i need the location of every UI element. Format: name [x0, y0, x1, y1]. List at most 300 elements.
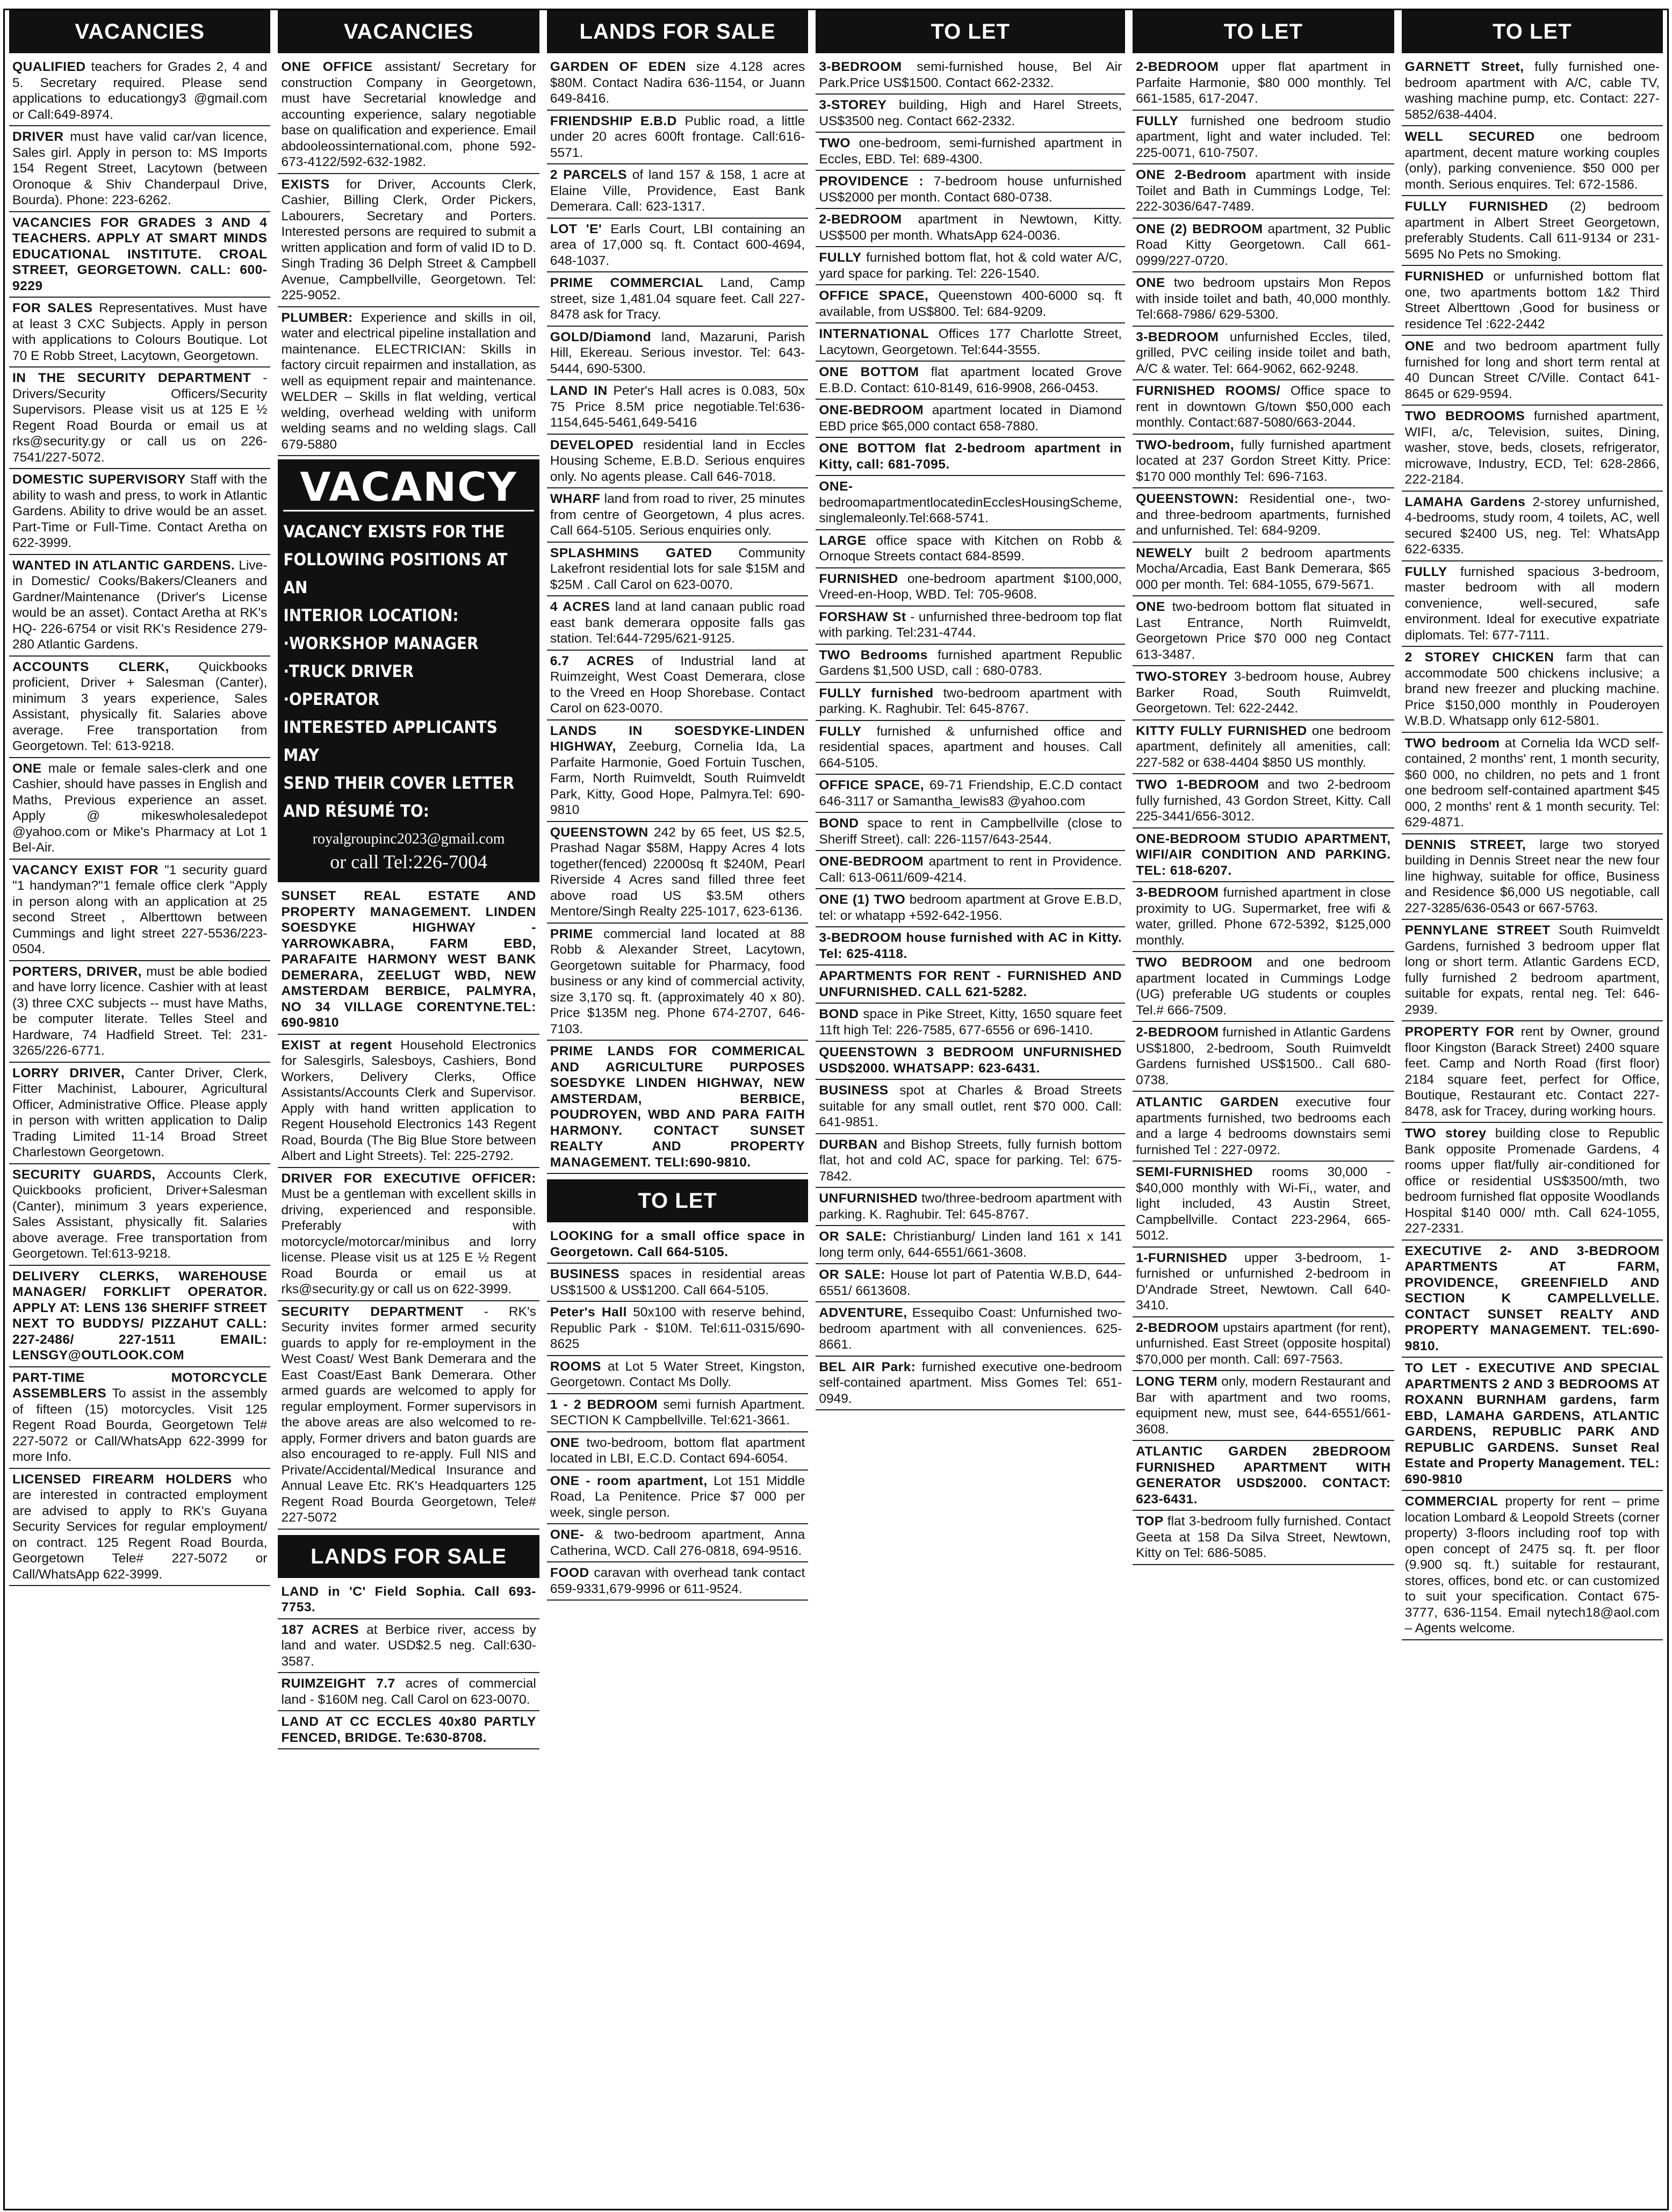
ad-body: one bedroom apartment, decent mature working couples (only), parking convenience. $50 000 per month. Serious enquires. Tel: 672-1586.	[1404, 129, 1660, 192]
ad-lead: 2-BEDROOM	[1136, 1320, 1219, 1335]
ad-body: upper flat apartment in Parfaite Harmonie, $80 000 monthly. Tel 661-1585, 617-2047.	[1136, 60, 1391, 106]
classified-ad	[9, 657, 270, 758]
ad-body: male or female sales-clerk and one Cashier, should have passes in English and Maths, Previous experience an asset. Apply @ mikeswholesaledepot @yahoo.com or Mike's Pharmacy at Lot 1 Bel-Air.	[12, 761, 268, 855]
ad-body: space to rent in Campbellville (close to Sheriff Street). call: 226-1157/643-2544.	[819, 816, 1122, 847]
classified-ad	[816, 476, 1125, 530]
ad-lead: TWO-bedroom,	[1136, 437, 1235, 452]
ad-body: Peter's Hall acres is 0.083, 50x 75 Price 8.5M price negotiable.Tel:636-1154,645-5461,649-5416	[550, 384, 805, 430]
ad-body: of Industrial land at Ruimzeight, West Coast Demerara, close to the Vreed en Hoop Shorebase. Contact Carol on 623-0070.	[550, 653, 805, 716]
ad-body: & two-bedroom apartment, Anna Catherina, WCD. Call 276-0818, 694-9516.	[550, 1527, 805, 1558]
ad-body: bedroom apartment at Grove E.B.D, tel: or whatapp +592-642-1956.	[819, 892, 1122, 923]
classified-ad	[816, 683, 1125, 721]
ad-body: Residential one-, two- and three-bedroom apartments, furnished and unfurnished. Tel: 684-9209.	[1136, 492, 1391, 538]
ad-lead: LARGE	[819, 533, 867, 548]
ad-body: Representatives. Must have at least 3 CXC Subjects. Apply in person with applications to Colours Boutique. Lot 70 E Robb Street, Lacytown, Georgetown.	[12, 301, 268, 363]
classified-ad	[816, 323, 1125, 362]
ad-lead: FURNISHED	[819, 571, 898, 586]
ad-body: spaces in residential areas US$1500 & US$1200. Call 664-5105.	[550, 1267, 805, 1298]
ad-body: residential land in Eccles Housing Scheme, E.B.D. Serious enquires only. No agents please. Call 646-7018.	[550, 437, 805, 484]
ad-lead: ONE-BEDROOM	[819, 403, 924, 417]
classified-ad	[816, 1188, 1125, 1226]
classified-ad	[1133, 327, 1394, 381]
ad-lead: WHARF	[550, 492, 601, 506]
classified-ad	[1402, 647, 1663, 733]
classified-ad	[1402, 266, 1663, 336]
ad-body: fully furnished one-bedroom apartment with A/C, cable TV, washing machine pump, etc. Contact: 227-5852/638-4404.	[1404, 60, 1660, 122]
classified-ad	[1133, 488, 1394, 543]
ad-body: one bedroom apartment, definitely all amenities, call: 227-582 or 638-4404 $850 US monthly.	[1136, 723, 1391, 770]
classified-ad	[278, 1035, 539, 1168]
classified-ad	[816, 530, 1125, 568]
ad-body: Offices 177 Charlotte Street, Lacytown, Georgetown. Tel:644-3555.	[819, 327, 1122, 357]
ad-lead: COMMERCIAL	[1404, 1494, 1498, 1509]
ad-body: 242 by 65 feet, US $2.5, Prashad Nagar $58M, Happy Acres 4 lots together(fenced) 22000sq ft $240M, Pearl Riverside 4 Acres sand filled three feet above road US $3.5M others Mentore/Singh Realty 225-1017, 623-6136.	[550, 825, 805, 919]
ad-body: caravan with overhead tank contact 659-9331,679-9996 or 611-9524.	[550, 1566, 805, 1596]
classified-ad	[547, 1471, 808, 1525]
ad-body: at Cornelia Ida WCD self-contained, 2 months' rent, 1 month security, $60 000, no children, no pets and 1 front one bedroom self-contained apartment $45 000, 2 months' rent & 1 month security. Tel: 629-4871.	[1404, 736, 1660, 830]
ad-lead: 3-STOREY	[819, 98, 887, 112]
ad-body: Zeeburg, Cornelia Ida, La Parfaite Harmonie, Goed Fortuin Tuschen, Farm, North Ruimveldt, South Ruimveldt Park, Kitty, Good Hope, Palmyra.Tel: 690-9810	[550, 739, 805, 817]
ad-lead: LOOKING for a small office space in Georgetown. Call 664-5105.	[550, 1229, 805, 1259]
vacancy-line: VACANCY EXISTS FOR THE	[283, 522, 505, 542]
classified-ad	[1133, 1248, 1394, 1317]
column-6	[1402, 10, 1663, 2209]
ad-lead: QUEENSTOWN:	[1136, 492, 1239, 506]
ad-lead: TWO bedroom	[1404, 736, 1500, 751]
ad-lead: DRIVER FOR EXECUTIVE OFFICER:	[281, 1171, 536, 1186]
classified-ad	[1402, 492, 1663, 561]
ad-lead: GOLD/Diamond	[550, 329, 652, 344]
ad-body: acres of commercial land - $160M neg. Call Carol on 623-0070.	[281, 1676, 536, 1707]
ad-body: furnished spacious 3-bedroom, master bedroom with all modern convenience, well-secured, safe environment. Ideal for executive expatriate diplomats. Tel: 677-7111.	[1404, 564, 1660, 643]
section-header: VACANCIES	[278, 10, 539, 53]
classified-ad	[816, 1226, 1125, 1264]
classified-ad	[9, 1469, 270, 1587]
classified-ad	[1133, 666, 1394, 720]
ad-body: flat apartment located Grove E.B.D. Contact: 610-8149, 616-9908, 266-0453.	[819, 365, 1122, 395]
classified-ad	[9, 298, 270, 368]
ad-body: Live-in Domestic/ Cooks/Bakers/Cleaners and Gardner/Maintenance (Driver's License would be an asset). Contact Aretha at RK's HQ- 226-6754 or visit RK's Residence 279-280 Atlantic Gardens.	[12, 558, 268, 652]
classified-ad	[1133, 1092, 1394, 1162]
ad-body: Staff with the ability to wash and press, to work in Atlantic Gardens. Ability to drive would be an asset. Part-Time or Full-Time. Contact Aretha on 622-3999.	[12, 472, 268, 550]
ad-lead: ONE 2-Bedroom	[1136, 168, 1246, 182]
ad-lead: SUNSET REAL ESTATE AND PROPERTY MANAGEMENT. LINDEN SOESDYKE HIGHWAY - YARROWKABRA, FARM EBD, PARAFAITE HARMONY WEST BANK DEMERARA, ZEELUGT WBD, NEW AMSTERDAM BERBICE, PALMYRA, NO 34 VILLAGE CORENTYNE.TEL: 690-9810	[281, 889, 536, 1030]
ad-lead: FULLY	[819, 724, 862, 739]
ad-lead: BUSINESS	[819, 1083, 889, 1098]
vacancy-line: ·TRUCK DRIVER	[283, 662, 414, 681]
ad-lead: TWO Bedrooms	[819, 647, 928, 662]
column-3	[547, 10, 808, 2209]
ad-body: furnished apartment in close proximity to UG. Supermarket, free wifi & water, grilled. Phone 672-5392, $125,000 monthly.	[1136, 885, 1391, 948]
ad-body: apartment in Newtown, Kitty. US$500 per month. WhatsApp 624-0036.	[819, 212, 1122, 243]
ad-body: Land, Camp street, size 1,481.04 square feet. Call 227-8478 ask for Tracy.	[550, 276, 805, 322]
ad-body: must be able bodied and have lorry licence. Cashier with at least (3) three CXC subjects -- must have Maths, be computer literate. Telles Steel and Hardware, 74 Hadfield Street. Tel: 231-3265/226-6771.	[12, 964, 268, 1058]
ad-body: "1 security guard "1 handyman?"1 female office clerk "Apply in person along with an application at 25 second Street , Alberttown between Cummings and light street 227-5536/223-0504.	[12, 862, 268, 956]
classified-ad	[1133, 1371, 1394, 1441]
classified-ad	[1133, 720, 1394, 775]
vacancy-title: VACANCY	[283, 465, 534, 511]
ad-lead: TWO BEDROOMS	[1404, 409, 1525, 423]
section-header: LANDS FOR SALE	[547, 10, 808, 53]
classified-ad	[547, 1264, 808, 1302]
classified-ad	[816, 889, 1125, 927]
ad-lead: ONE	[1136, 276, 1165, 290]
ad-body: rooms 30,000 - $40,000 monthly with Wi-Fi,, water, and light included, 43 Austin Street, Campbellville. Contact 223-2964, 665-5012.	[1136, 1165, 1391, 1243]
ad-body: at Lot 5 Water Street, Kingston, Georgetown. Contact Ms Dolly.	[550, 1359, 805, 1389]
classified-ad	[1402, 920, 1663, 1021]
ad-body: upstairs apartment (for rent), unfurnished. East Street (opposite hospital) $70,000 per month. Call: 697-7563.	[1136, 1320, 1391, 1367]
ad-lead: BEL AIR Park:	[819, 1359, 916, 1374]
classified-ad	[816, 1357, 1125, 1411]
ad-body: and one bedroom apartment located in Cummings Lodge (UG) preferable UG students or couples Tel.# 666-7509.	[1136, 955, 1391, 1018]
ad-lead: ONE - room apartment,	[550, 1473, 708, 1488]
ad-lead: 2-BEDROOM	[1136, 60, 1219, 74]
section-header: LANDS FOR SALE	[278, 1535, 539, 1578]
classified-ad	[816, 56, 1125, 95]
classified-ad	[816, 1004, 1125, 1042]
ad-lead: OR SALE:	[819, 1267, 885, 1282]
classified-ad	[816, 171, 1125, 209]
ad-body: unfurnished Eccles, tiled, grilled, PVC ceiling inside toilet and bath, A/C & water. Tel: 664-9062, 662-9248.	[1136, 329, 1391, 376]
ad-lead: FURNISHED ROOMS/	[1136, 384, 1281, 398]
classified-ad	[547, 1226, 808, 1264]
ad-body: Household Electronics for Salesgirls, Salesboys, Cashiers, Bond Workers, Delivery Clerks, Office Assistants/Accounts Clerk and Supervisor. Apply with hand written application to Regent Household Electronics 143 Regent Road, Bourda (The Big Blue Store between Albert and Light Streets). Tel: 225-2792.	[281, 1037, 536, 1163]
ad-lead: EXECUTIVE 2- AND 3-BEDROOM APARTMENTS AT FARM, PROVIDENCE, GREENFIELD AND SECTION K CAMPELLVELLE. CONTACT SUNSET REALTY AND PROPERTY MANAGEMENT. TEL:690-9810.	[1404, 1243, 1660, 1353]
ad-lead: BOND	[819, 816, 859, 831]
classified-ad	[9, 1266, 270, 1367]
classified-ad	[1402, 1358, 1663, 1491]
classified-ad	[278, 56, 539, 174]
ad-body: farm that can accommodate 500 chickens inclusive; a brand new freezer and plucking machine. Price $150,000 monthly in Pouderoyen W.B.D. Whatsapp only 612-5801.	[1404, 650, 1660, 728]
section-header: TO LET	[1402, 10, 1663, 53]
ad-lead: 3-BEDROOM	[1136, 885, 1219, 900]
ad-body: building, High and Harel Streets, US$3500 neg. Contact 662-2332.	[819, 98, 1122, 128]
ad-lead: WELL SECURED	[1404, 129, 1535, 144]
classified-ad	[9, 212, 270, 298]
ad-lead: ONE (2) BEDROOM	[1136, 221, 1263, 236]
vacancy-line: INTERIOR LOCATION:	[283, 606, 459, 625]
ad-body: Lot 151 Middle Road, La Penitence. Price $7 000 per week, single person.	[550, 1473, 805, 1520]
ad-body: apartment, 32 Public Road Kitty Georgetown. Call 661-0999/227-0720.	[1136, 221, 1391, 268]
ad-body: and Bishop Streets, fully furnish bottom flat, hot and cold AC, space for parking. Tel: 675-7842.	[819, 1137, 1122, 1184]
ad-lead: PENNYLANE STREET	[1404, 923, 1551, 938]
classified-ad	[9, 860, 270, 961]
ad-body: upper 3-bedroom, 1-furnished or unfurnished 2-bedroom in D'Andrade Street, Newtown. Call 640-3410.	[1136, 1250, 1391, 1313]
ad-body: furnished one bedroom studio apartment, light and water included. Tel: 225-0071, 610-7507.	[1136, 113, 1391, 160]
ad-body: must have valid car/van licence, Sales girl. Apply in person to: MS Imports 154 Regent Street, Lacytown (between Oronoque & Shiv Chanderpaul Drive, Bourda). Phone: 223-6262.	[12, 129, 268, 207]
ad-lead: 3-BEDROOM	[819, 60, 902, 74]
ad-lead: VACANCIES FOR GRADES 3 AND 4 TEACHERS. APPLY AT SMART MINDS EDUCATIONAL INSTITUTE. CROAL STREET, GEORGETOWN. CALL: 600-9229	[12, 215, 268, 293]
classified-ad	[816, 568, 1125, 607]
ad-lead: FOR SALES	[12, 301, 93, 315]
ad-lead: RUIMZEIGHT 7.7	[281, 1676, 395, 1691]
classified-ad	[9, 1367, 270, 1469]
classified-ad	[547, 924, 808, 1041]
classified-ad	[816, 966, 1125, 1004]
classified-ad	[547, 720, 808, 822]
ad-lead: PART-TIME MOTORCYCLE ASSEMBLERS	[12, 1370, 268, 1401]
classified-ad	[547, 1562, 808, 1601]
classified-ad	[547, 272, 808, 327]
classified-ad	[1402, 336, 1663, 406]
ad-lead: 2 STOREY CHICKEN	[1404, 650, 1554, 665]
classified-ad	[547, 596, 808, 651]
classified-ad	[816, 438, 1125, 476]
ad-lead: FULLY FURNISHED	[1404, 199, 1548, 214]
ad-body: one-bedroom, semi-furnished apartment in Eccles, EBD. Tel: 689-4300.	[819, 136, 1122, 167]
ad-lead: ONE	[1136, 600, 1165, 614]
ad-body: - Drivers/Security Officers/Security Supervisors. Please visit us at 125 E ½ Regent Road Bourda or email us at rks@security.gy or call us on 226-7541/227-5072.	[12, 371, 268, 465]
ad-body: 7-bedroom house unfurnished US$2000 per month. Contact 680-0738.	[819, 174, 1122, 205]
vacancy-line: ·OPERATOR	[283, 690, 380, 709]
ad-body: furnished in Atlantic Gardens US$1800, 2-bedroom, South Ruimveldt Gardens furnished US$1500.. Call 680-0738.	[1136, 1025, 1391, 1087]
ad-lead: ONE-BEDROOM STUDIO APARTMENT, WIFI/AIR CONDITION AND PARKING. TEL: 618-6207.	[1136, 831, 1391, 878]
classified-ad	[547, 1302, 808, 1356]
ad-body: 50x100 with reserve behind, Republic Park - $10M. Tel:611-0315/690-8625	[550, 1305, 805, 1351]
classified-ad	[816, 851, 1125, 889]
ad-lead: ONE OFFICE	[281, 60, 373, 74]
classified-ad	[816, 721, 1125, 775]
ad-body: furnished & unfurnished office and residential spaces, apartment and houses. Call 664-5105.	[819, 724, 1122, 770]
ad-body: executive four apartments furnished, two bedrooms each and a large 4 bedrooms downstairs semi furnished Tel : 227-0972.	[1136, 1095, 1391, 1157]
ad-lead: ACCOUNTS CLERK,	[12, 659, 169, 674]
ad-lead: DEVELOPED	[550, 437, 634, 452]
classified-ad	[547, 327, 808, 381]
ad-lead: 2-BEDROOM	[1136, 1025, 1219, 1040]
ad-lead: DENNIS STREET,	[1404, 837, 1526, 852]
vacancy-line: FOLLOWING POSITIONS AT AN	[283, 550, 508, 597]
ad-body: To assist in the assembly of fifteen (15) motorcycles. Visit 125 Regent Road Bourda, Georgetown Tel# 227-5072 or Call/WhatsApp 622-3999 for more Info.	[12, 1386, 268, 1464]
classified-ad	[816, 1264, 1125, 1302]
ad-lead: ATLANTIC GARDEN	[1136, 1095, 1279, 1109]
ad-body: land at land canaan public road east bank demerara opposite falls gas station. Tel:644-7295/621-9125.	[550, 600, 805, 646]
ad-body: two-bedroom, bottom flat apartment located in LBI, E.C.D. Contact 694-6054.	[550, 1435, 805, 1466]
ad-body: Essequibo Coast: Unfurnished two-bedroom apartment with all conveniences. 625-8661.	[819, 1306, 1122, 1352]
ad-lead: QUALIFIED	[12, 60, 86, 74]
ad-lead: TWO storey	[1404, 1126, 1487, 1141]
classified-ad	[1133, 1511, 1394, 1565]
ad-lead: ONE BOTTOM flat 2-bedroom apartment in Kitty, call: 681-7095.	[819, 441, 1122, 472]
ad-body: furnished apartment, WIFI, a/c, Television, suites, Dining, washer, stove, beds, closets, refrigerator, microwave, Industry, ECD, Tel: 628-2866, 222-2184.	[1404, 409, 1660, 487]
classified-ad	[1402, 1123, 1663, 1241]
ad-lead: FOOD	[550, 1566, 589, 1580]
ad-lead: UNFURNISHED	[819, 1191, 918, 1206]
classified-ad	[547, 1394, 808, 1432]
classified-ad	[1133, 596, 1394, 666]
ad-lead: 4 ACRES	[550, 600, 610, 614]
ad-lead: PLUMBER:	[281, 310, 353, 325]
ad-body: 69-71 Friendship, E.C.D contact 646-3117 or Samantha_lewis83 @yahoo.com	[819, 778, 1122, 809]
ad-body: land from road to river, 25 minutes from centre of Georgetown, 4 plus acres. Call 664-5105. Serious enquiries only.	[550, 492, 805, 538]
ad-lead: ROOMS	[550, 1359, 601, 1374]
ad-lead: INTERNATIONAL	[819, 327, 929, 341]
ad-lead: SEMI-FURNISHED	[1136, 1165, 1253, 1179]
classified-ad	[1402, 126, 1663, 196]
classified-ad	[547, 1356, 808, 1394]
ad-lead: EXIST at regent	[281, 1037, 392, 1053]
classified-ad	[816, 95, 1125, 133]
ad-body: Community Lakefront residential lots for sale $15M and $25M . Call Carol on 623-0070.	[550, 545, 805, 592]
ad-body: Christianburg/ Linden land 161 x 141 long term only, 644-6551/661-3608.	[819, 1229, 1122, 1260]
ad-body: only, modern Restaurant and Bar with apartment and two rooms, equipment new, must see, 644-6551/661-3608.	[1136, 1374, 1391, 1437]
ad-body: for Driver, Accounts Clerk, Cashier, Billing Clerk, Order Pickers, Labourers, Secretary and Porters. Interested persons are required to submit a written application and form of valid ID to D. Singh Trading 36 Delph Street & Campbell Avenue, Campbellville, Georgetown. Tel: 225-9052.	[281, 177, 536, 302]
ad-lead: SECURITY DEPARTMENT	[281, 1304, 464, 1319]
classified-ad	[1402, 1491, 1663, 1640]
ad-lead: DOMESTIC SUPERVISORY	[12, 472, 186, 487]
ad-lead: 2-BEDROOM	[819, 212, 902, 227]
ad-lead: ADVENTURE,	[819, 1306, 907, 1320]
classifieds-page	[3, 9, 1669, 2210]
ad-body: apartment located in Diamond EBD price $65,000 contact 658-7880.	[819, 403, 1122, 434]
ad-lead: LAMAHA Gardens	[1404, 494, 1526, 509]
classified-ad	[547, 822, 808, 924]
ad-lead: NEWELY	[1136, 545, 1193, 560]
vacancy-line: AND RÉSUMÉ TO:	[283, 802, 429, 821]
ad-body: built 2 bedroom apartments Mocha/Arcadia, East Bank Demerara, $65 000 per month. Tel: 684-1055, 679-5671.	[1136, 545, 1391, 592]
ad-lead: 3-BEDROOM	[1136, 329, 1219, 344]
ad-lead: FORSHAW St	[819, 609, 906, 624]
ad-body: apartment to rent in Providence. Call: 613-0611/609-4214.	[819, 854, 1122, 885]
classified-ad	[9, 469, 270, 555]
column-1	[9, 10, 270, 2209]
ad-lead: BUSINESS	[550, 1267, 620, 1281]
ad-lead: PRIME COMMERCIAL	[550, 276, 704, 290]
ad-lead: 187 ACRES	[281, 1622, 359, 1637]
classified-ad	[1402, 56, 1663, 126]
classified-ad	[278, 1581, 539, 1619]
classified-ad	[547, 435, 808, 489]
classified-ad	[1133, 1441, 1394, 1511]
ad-lead: 3-BEDROOM house furnished with AC in Kitty. Tel: 625-4118.	[819, 931, 1122, 961]
ad-lead: ONE (1) TWO	[819, 892, 906, 907]
ad-body: space in Pike Street, Kitty, 1650 square feet 11ft high Tel: 226-7585, 677-6556 or 696-1410.	[819, 1007, 1122, 1037]
ad-body: Experience and skills in oil, water and electrical pipeline installation and maintenance. ELECTRICIAN: Skills in factory circuit repairmen and installation, as well as equipment repair and maintenance. WELDER – Skills in flat welding, vertical welding, overhead welding with uniform welding seams and no welding slags. Call 679-5880	[281, 310, 536, 452]
classified-ad	[9, 555, 270, 657]
ad-body: of land 157 & 158, 1 acre at Elaine Ville, Providence, East Bank Demerara. Call: 623-1317.	[550, 168, 805, 214]
ad-lead: TO LET - EXECUTIVE AND SPECIAL APARTMENTS 2 AND 3 BEDROOMS AT ROXANN BURNHAM gardens, farm EBD, LAMAHA GARDENS, ATLANTIC GARDENS, REPUBLIC PARK AND REPUBLIC GARDENS. Sunset Real Estate and Property Management. TEL: 690-9810	[1404, 1361, 1660, 1487]
ad-lead: ONE	[1404, 339, 1435, 354]
classified-ad	[1133, 435, 1394, 489]
ad-lead: FULLY	[819, 250, 862, 265]
ad-lead: 1 - 2 BEDROOM	[550, 1397, 658, 1412]
column-2	[278, 10, 539, 2209]
ad-body: - RK's Security invites former armed security guards to apply for re-employment in the West Coast/ West Bank Demerara and the East Coast/East Bank Demerara. Other armed guards are welcomed to apply for regular employment. Former supervisors in the above areas are also welcomed to re- apply, Former drivers and baton guards are also encouraged to re-apply. Full NIS and Private/Accidental/Medical Insurance and Annual Leave Etc. RK's Headquarters 125 Regent Road Bourda Georgetown, Tele# 227-5072	[281, 1304, 536, 1525]
ad-body: one-bedroom apartment $100,000, Vreed-en-Hoop, WBD. Tel: 705-9608.	[819, 571, 1122, 602]
section-header: TO LET	[1133, 10, 1394, 53]
classified-ad	[278, 1711, 539, 1749]
ad-lead: GARDEN OF EDEN	[550, 60, 686, 74]
ad-body: building close to Republic Bank opposite Promenade Gardens, 4 rooms upper flat/fully air-conditioned for office or residential US$3500/mth, two bedroom furnished flat opposite Woodlands Hospital $140 000/ mth. Call 624-1055, 227-2331.	[1404, 1126, 1660, 1236]
ad-body: two-bedroom bottom flat situated in Last Entrance, North Ruimveldt, Georgetown Price $70 000 neg Contact 613-3487.	[1136, 600, 1391, 662]
vacancy-box	[278, 459, 539, 882]
ad-lead: LAND in 'C' Field Sophia. Call 693-7753.	[281, 1584, 536, 1615]
classified-ad	[1402, 834, 1663, 920]
classified-ad	[1402, 406, 1663, 492]
ad-body: Must be a gentleman with excellent skills in driving, experienced and responsible. Preferably with motorcycle/motorcar/minibus and lorry license. Please visit us at 125 E ½ Regent Road Bourda or email us at rks@security.gy or call us on 622-3999.	[281, 1187, 536, 1296]
ad-lead: FULLY	[1136, 113, 1179, 128]
classified-ad	[9, 961, 270, 1063]
ad-body: - unfurnished three-bedroom top flat with parking. Tel:231-4744.	[819, 609, 1122, 640]
classified-ad	[816, 1134, 1125, 1188]
classified-ad	[1133, 164, 1394, 219]
classified-ad	[816, 813, 1125, 851]
section-header: TO LET	[816, 10, 1125, 53]
classified-ad	[278, 1619, 539, 1674]
ad-lead: OFFICE SPACE,	[819, 778, 925, 792]
ad-lead: QUEENSTOWN 3 BEDROOM UNFURNISHED USD$2000. WHATSAPP: 623-6431.	[819, 1045, 1122, 1076]
ad-lead: DRIVER	[12, 129, 64, 144]
vacancy-line: ·WORKSHOP MANAGER	[283, 634, 479, 653]
classified-ad	[816, 927, 1125, 966]
vacancy-email: royalgroupinc2023@gmail.com	[312, 831, 505, 847]
ad-lead: BOND	[819, 1007, 859, 1021]
ad-body: commercial land located at 88 Robb & Alexander Street, Lacytown, Georgetown suitable for Pharmacy, food business or any kind of commercial activity, size 3,170 sq. ft. (approximately 40 x 80). Price $135M neg. Phone 674-2707, 646-7103.	[550, 926, 805, 1036]
ad-lead: LOT 'E'	[550, 221, 602, 236]
ad-body: flat 3-bedroom fully furnished. Contact Geeta at 158 Da Silva Street, Newtown, Kitty on Tel: 686-5085.	[1136, 1514, 1391, 1560]
ad-lead: ONE	[12, 761, 42, 776]
classified-ad	[816, 285, 1125, 323]
ad-body: assistant/ Secretary for construction Company in Georgetown, must have Secretarial knowledge and accounting experience, salary negotiable base on qualification and experience. Email abdooleossinternational.com, phone 592-673-4122/592-632-1982.	[281, 60, 536, 169]
ad-body: two-bedroom apartment with parking. K. Raghubir. Tel: 645-8767.	[819, 686, 1122, 716]
ad-lead: TWO 1-BEDROOM	[1136, 777, 1259, 792]
section-header: VACANCIES	[9, 10, 270, 53]
ad-lead: OR SALE:	[819, 1229, 887, 1244]
classified-ad	[1133, 380, 1394, 435]
ad-body: and two 2-bedroom fully furnished, 43 Gordon Street, Kitty. Call 225-3441/656-3012.	[1136, 777, 1391, 824]
classified-ad	[1133, 882, 1394, 952]
classified-ad	[1402, 196, 1663, 266]
classified-ad	[278, 307, 539, 457]
classified-ad	[9, 368, 270, 469]
classified-ad	[816, 133, 1125, 171]
ad-lead: TWO	[819, 136, 851, 150]
ad-lead: SECURITY GUARDS,	[12, 1167, 156, 1182]
ad-lead: LICENSED FIREARM HOLDERS	[12, 1472, 232, 1487]
ad-body: Public road, a little under 20 acres 600ft frontage. Call:616-5571.	[550, 113, 805, 160]
ad-lead: PRIME	[550, 926, 593, 941]
ad-lead: PROPERTY FOR	[1404, 1025, 1515, 1039]
ad-body: spot at Charles & Broad Streets suitable for any small outlet, rent $70 000. Call: 641-9851.	[819, 1083, 1122, 1129]
ad-lead: TOP	[1136, 1514, 1164, 1529]
classified-ad	[816, 1042, 1125, 1080]
ad-lead: PROVIDENCE :	[819, 174, 924, 189]
classified-ad	[547, 380, 808, 435]
ad-lead: DELIVERY CLERKS, WAREHOUSE MANAGER/ FORKLIFT OPERATOR. APPLY AT: LENS 136 SHERIFF STREET NEXT TO BUDDYS/ PIZZAHUT CALL: 227-2486/ 227-1511 EMAIL: LENSGY@OUTLOOK.COM	[12, 1269, 268, 1363]
ad-lead: FURNISHED	[1404, 269, 1484, 284]
ad-lead: ONE BOTTOM	[819, 365, 919, 379]
ad-body: land, Mazaruni, Parish Hill, Ekereau. Serious investor. Tel: 643-5444, 690-5300.	[550, 329, 805, 376]
ad-lead: FRIENDSHIP E.B.D	[550, 113, 677, 128]
classified-ad	[816, 247, 1125, 285]
vacancy-phone: or call Tel:226-7004	[330, 851, 488, 873]
classified-ad	[547, 219, 808, 273]
classified-ad	[547, 1041, 808, 1174]
classified-ad	[1133, 1022, 1394, 1092]
ad-lead: LAND IN	[550, 384, 608, 398]
ad-lead: TWO-STOREY	[1136, 669, 1228, 684]
ad-body: two/three-bedroom apartment with parking. K. Raghubir. Tel: 645-8767.	[819, 1191, 1122, 1222]
ad-body: fully furnished apartment located at 237 Gordon Street Kitty. Price: $170 000 monthly Tel: 696-7163.	[1136, 437, 1391, 484]
classified-ad	[816, 775, 1125, 813]
classified-ad	[278, 1301, 539, 1530]
ad-body: furnished bottom flat, hot & cold water A/C, yard space for parking. Tel: 226-1540.	[819, 250, 1122, 281]
ad-lead: ONE-	[819, 479, 853, 494]
ad-body: teachers for Grades 2, 4 and 5. Secretary required. Please send applications to educationgy3 @gmail.com or Call:649-8974.	[12, 60, 268, 122]
column-5	[1133, 10, 1394, 2209]
ad-body: property for rent – prime location Lombard & Leopold Streets (corner property) 3-floors including roof top with open concept of 2475 sq. ft. per floor (9.900 sq. ft.) suitable for restaurant, stores, offices, bond etc. or can customized to suit your specification. Contact 675-3777, 636-1154. Email nytech18@aol.com – Agents welcome.	[1404, 1494, 1660, 1635]
ad-body: size 4.128 acres $80M. Contact Nadira 636-1154, or Juann 649-8416.	[550, 60, 805, 106]
classified-ad	[547, 164, 808, 219]
